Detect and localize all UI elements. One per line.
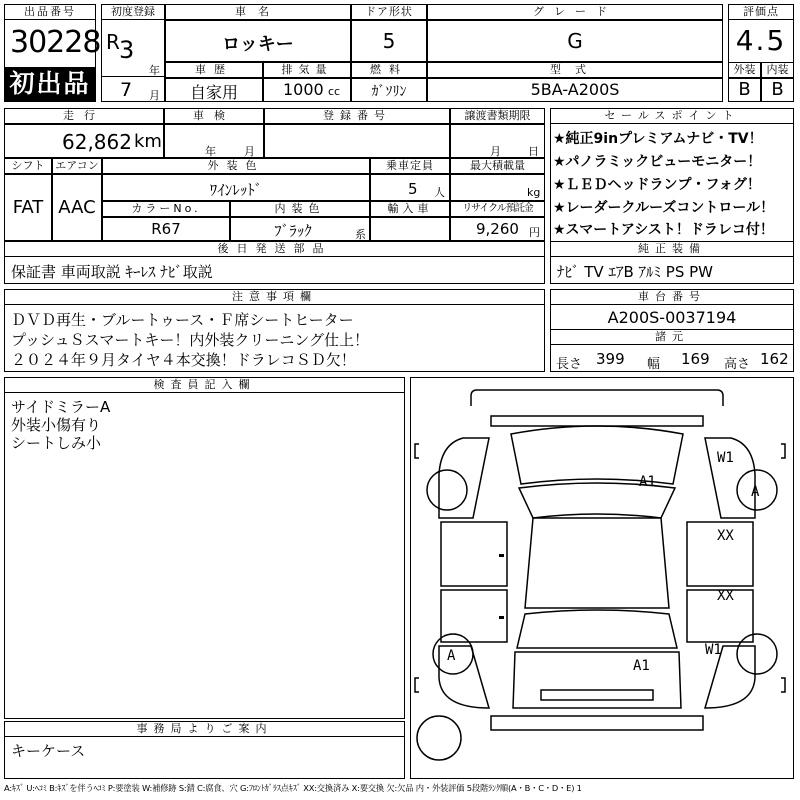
lot-label: 出品番号: [4, 4, 96, 20]
length: 399: [596, 350, 625, 368]
ext-color-label: 外装色: [102, 158, 370, 174]
front-grille: [491, 416, 703, 426]
sales-point-3: ★ＬＥＤヘッドランプ・フォグ！: [553, 177, 761, 193]
spare-wheel: [417, 716, 461, 760]
displacement-unit: cc: [328, 85, 341, 98]
score-label: 評価点: [728, 4, 794, 20]
notes-line-2: プッシュＳスマートキー！内外装クリーニング仕上！: [11, 331, 370, 349]
office-text: キーケース: [11, 742, 86, 760]
mark-right-front-door: XX: [717, 528, 734, 544]
ac: AAC: [58, 197, 96, 218]
era: R: [106, 30, 120, 54]
year-unit: 年: [149, 64, 160, 77]
left-bracket-rear: [415, 678, 419, 692]
rear-glass: [517, 610, 677, 648]
mark-roof: A1: [639, 474, 656, 490]
displacement: 1000: [283, 80, 324, 99]
first-sale-badge: 初出品: [5, 67, 95, 101]
left-bracket-front: [415, 444, 419, 458]
hood: [511, 426, 683, 484]
width-label: 幅: [647, 357, 661, 372]
history-label: 車歴: [165, 62, 263, 78]
model: 5BA-A200S: [530, 80, 620, 99]
int-color: ﾌﾞﾗｯｸ: [274, 222, 312, 240]
transfer-day-unit: 日: [528, 145, 539, 158]
doors: 5: [382, 29, 396, 53]
load-label: 最大積載量: [450, 158, 545, 174]
ac-label: エアコン: [52, 158, 102, 174]
inspector-line-1: サイドミラーA: [11, 398, 111, 416]
height-label: 高さ: [724, 357, 751, 372]
color-no: R67: [151, 220, 181, 238]
transfer-month-unit: 月: [490, 145, 501, 158]
mileage-label: 走行: [4, 108, 164, 124]
mileage: 62,862: [62, 130, 132, 154]
inspection-year-unit: 年: [205, 145, 216, 158]
reg-year: 3: [119, 36, 135, 64]
left-front-fender: [439, 438, 489, 518]
rear-bumper: [491, 716, 703, 730]
wheel-rear-right: [737, 634, 777, 674]
score: 4.5: [735, 24, 787, 57]
ext-grade: B: [738, 79, 751, 100]
recycle-label: リサイクル預託金: [450, 201, 545, 217]
capacity-label: 乗車定員: [370, 158, 450, 174]
sales-label: セールスポイント: [550, 108, 794, 124]
shift: FAT: [12, 197, 44, 218]
int-color-label: 内装色: [230, 201, 370, 217]
spec-label: 諸元: [550, 329, 794, 345]
car-name-label: 車名: [165, 4, 351, 20]
chassis-label: 車台番号: [550, 289, 794, 305]
reg-no-label: 登録番号: [264, 108, 450, 124]
ext-label: 外装: [728, 62, 761, 78]
capacity: 5: [408, 180, 418, 198]
load-unit: kg: [527, 186, 541, 199]
inspection-label: 車検: [164, 108, 264, 124]
mark-wheel-fr: A: [751, 484, 760, 500]
sales-point-1: ★純正9inプレミアムナビ・TV！: [553, 131, 763, 147]
transfer-label: 譲渡書類期限: [450, 108, 545, 124]
handle-lr: [499, 616, 504, 619]
capacity-unit: 人: [434, 186, 445, 199]
import-label: 輸入車: [370, 201, 450, 217]
history: 自家用: [189, 83, 238, 102]
mark-rear-panel: A1: [633, 658, 650, 674]
front-bumper: [471, 390, 723, 406]
car-diagram: [411, 378, 793, 778]
notes-label: 注意事項欄: [4, 289, 545, 305]
width: 169: [681, 350, 710, 368]
sales-point-5: ★スマートアシスト！ドラレコ付！: [553, 222, 774, 238]
left-front-door: [441, 522, 507, 586]
notes-line-3: ２０２４年９月タイヤ４本交換！ドラレコＳＤ欠！: [11, 351, 356, 369]
ext-color: ﾜｲﾝﾚｯﾄﾞ: [209, 181, 263, 199]
mark-wheel-rl: A: [447, 648, 456, 664]
height: 162: [760, 350, 789, 368]
car-diagram-box: [410, 377, 794, 779]
door-label: ドア形状: [351, 4, 427, 20]
recycle: 9,260: [476, 220, 519, 238]
later-parts: 保証書 車両取説 ｷｰﾚｽ ﾅﾋﾞ取説: [11, 263, 213, 281]
first-reg-label: 初度登録: [101, 4, 165, 20]
model-label: 型式: [427, 62, 723, 78]
footer-legend: A:ｷｽﾞ U:ﾍｺﾐ B:ｷｽﾞを伴うﾍｺﾐ P:要塗装 W:補修跡 S:錆 C:腐食、穴 G:ﾌﾛﾝﾄｶﾞﾗｽ点ｷｽﾞ XX:交換済み X:要交換 欠:欠品 内・外装評価 5段階ﾗﾝｸ順(A・B・C・D・E) 1: [4, 783, 582, 793]
grade-label: グレード: [427, 4, 723, 20]
car-name: ロッキー: [222, 34, 294, 55]
equip-label: 純正装備: [550, 241, 794, 257]
fuel-label: 燃料: [351, 62, 427, 78]
office-label: 事務局よりご案内: [4, 721, 405, 737]
color-no-label: カラーNo.: [102, 201, 230, 217]
notes-line-1: ＤＶＤ再生・ブルートゥース・Ｆ席シートヒーター: [11, 311, 354, 329]
right-bracket-rear: [781, 678, 785, 692]
shift-label: シフト: [4, 158, 52, 174]
lot-number: 30228: [10, 25, 101, 60]
inspector-line-3: シートしみ小: [11, 434, 102, 452]
reg-month: 7: [120, 79, 133, 101]
int-color-unit: 系: [355, 228, 366, 241]
right-bracket-front: [781, 444, 785, 458]
inspector-label: 検査員記入欄: [4, 377, 405, 393]
inspector-line-2: 外装小傷有り: [11, 416, 102, 434]
int-label: 内装: [761, 62, 794, 78]
reg-divider: [101, 76, 165, 77]
wheel-front-left: [427, 470, 467, 510]
sales-point-4: ★レーダークルーズコントロール！: [553, 200, 775, 216]
import-cell: [370, 217, 450, 241]
handle-lf: [499, 554, 504, 557]
mark-right-rear-w: W1: [705, 642, 722, 658]
length-label: 長さ: [556, 357, 583, 372]
equipment: ﾅﾋﾞ TV ｴｱB ｱﾙﾐ PS PW: [557, 263, 713, 281]
mark-right-rear-door: XX: [717, 588, 734, 604]
mark-right-front-w: W1: [717, 450, 734, 466]
grade: G: [567, 29, 583, 53]
inspection-month-unit: 月: [244, 145, 255, 158]
month-unit: 月: [149, 89, 160, 102]
mileage-unit: km: [134, 131, 162, 152]
int-grade: B: [771, 79, 784, 100]
chassis-number: A200S-0037194: [607, 308, 737, 327]
rear-lamp-bar: [541, 690, 653, 700]
displacement-label: 排気量: [263, 62, 351, 78]
recycle-unit: 円: [529, 226, 540, 239]
reg-no-cell: [264, 124, 450, 158]
fuel: ｶﾞｿﾘﾝ: [371, 84, 407, 100]
sales-point-2: ★パノラミックビューモニター！: [553, 154, 762, 170]
roof: [525, 518, 669, 608]
later-parts-label: 後日発送部品: [4, 241, 545, 257]
